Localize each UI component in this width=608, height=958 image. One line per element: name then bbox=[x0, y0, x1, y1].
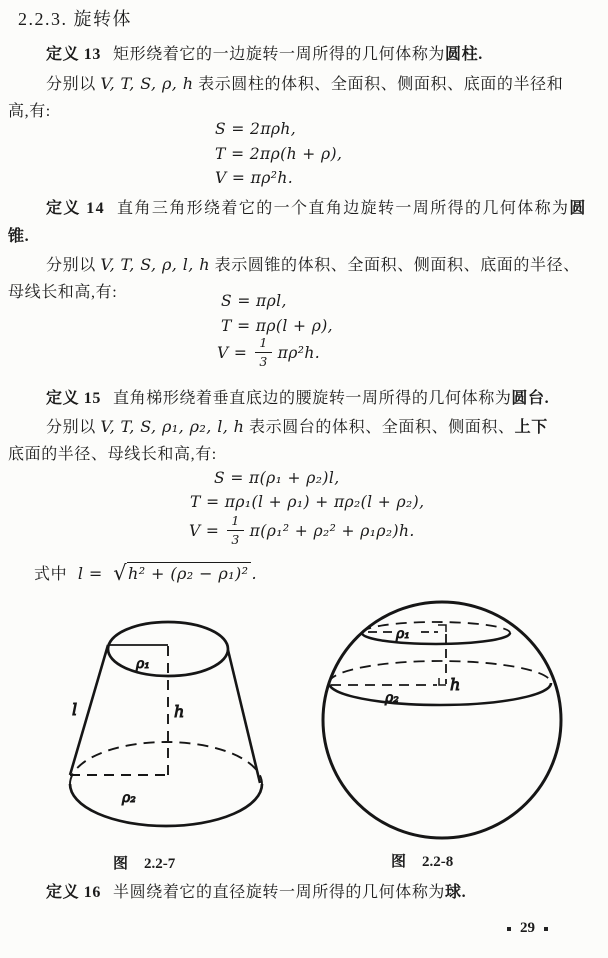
page-number-bullet-right bbox=[544, 927, 548, 931]
frustum-v-lhs: V = bbox=[189, 521, 220, 540]
figures-canvas bbox=[30, 596, 580, 848]
radicand: h² + (ρ₂ − ρ₁)² bbox=[127, 562, 251, 583]
sphere-large-circle-front-arc bbox=[329, 683, 551, 705]
fraction-denominator: 3 bbox=[227, 530, 243, 546]
frustum-slant-label: l bbox=[72, 700, 78, 719]
frustum-right-slant-line bbox=[228, 650, 260, 783]
cylinder-formula-s: S = 2πρh, bbox=[215, 120, 297, 138]
sphere-large-radius-label: ρ₂ bbox=[385, 690, 399, 706]
page-number-bullet-left bbox=[507, 927, 511, 931]
def14-line3-post: 表示圆锥的体积、全面积、侧面积、底面的半径、 bbox=[214, 257, 580, 274]
frustum-bottom-radius-label: ρ₂ bbox=[122, 790, 136, 806]
definition-14-line3 bbox=[46, 255, 580, 276]
def14-line3-variables: V, T, S, ρ, l, h bbox=[100, 255, 210, 274]
cone-formula-t: T = πρ(l + ρ), bbox=[221, 317, 334, 335]
figure-2-caption-number: 2.2-8 bbox=[422, 854, 454, 870]
definition-15-label: 定义 15 bbox=[46, 390, 102, 407]
definition-13-line1 bbox=[46, 45, 483, 65]
slant-note-end: . bbox=[251, 564, 257, 583]
fraction-numerator: 1 bbox=[259, 335, 268, 350]
sphere-small-radius-label: ρ₁ bbox=[396, 626, 410, 642]
frustum-formula-t: T = πρ₁(l + ρ₁) + πρ₂(l + ρ₂), bbox=[190, 493, 425, 511]
sphere-height-label: h bbox=[450, 675, 461, 694]
slant-note-lhs: l = bbox=[77, 564, 103, 583]
definition-14-line1 bbox=[46, 199, 587, 219]
frustum-figure bbox=[70, 622, 262, 826]
figure-2-caption bbox=[391, 850, 453, 871]
definition-13-sentence: 矩形绕着它的一边旋转一周所得的几何体称为 bbox=[113, 46, 446, 63]
frustum-formula-s: S = π(ρ₁ + ρ₂)l, bbox=[214, 469, 340, 487]
def13-line2-variables: V, T, S, ρ, h bbox=[100, 74, 194, 93]
definition-14-label: 定义 14 bbox=[46, 200, 106, 217]
slant-length-note bbox=[34, 562, 257, 585]
sphere-large-circle-back-arc-dashed bbox=[329, 661, 551, 683]
sphere-figure bbox=[323, 602, 561, 838]
figure-1-caption-word: 图 bbox=[113, 856, 129, 872]
figure-2-caption-word: 图 bbox=[391, 854, 407, 870]
sphere-top-right-angle-tick bbox=[438, 625, 446, 632]
definition-16-label: 定义 16 bbox=[46, 884, 102, 901]
page-number bbox=[498, 920, 557, 937]
slant-note-prefix: 式中 bbox=[34, 566, 68, 583]
definition-16-sentence: 半圆绕着它的直径旋转一周所得的几何体称为 bbox=[113, 884, 446, 901]
cone-v-lhs: V = bbox=[217, 343, 248, 362]
definition-15-line2 bbox=[46, 417, 548, 438]
definition-16-term: 球. bbox=[445, 884, 467, 901]
frustum-formula-v bbox=[189, 515, 415, 546]
cone-v-rhs: πρ²h. bbox=[277, 343, 321, 362]
def15-line2-pre: 分别以 bbox=[46, 419, 96, 436]
cylinder-formula-v: V = πρ²h. bbox=[215, 169, 294, 187]
frustum-bottom-front-arc bbox=[70, 784, 262, 826]
sphere-outline bbox=[323, 602, 561, 838]
definition-15-line1 bbox=[46, 389, 549, 409]
def15-line2-post: 表示圆台的体积、全面积、侧面积、 bbox=[249, 419, 515, 436]
definition-15-sentence: 直角梯形绕着垂直底边的腰旋转一周所得的几何体称为 bbox=[113, 390, 512, 407]
frustum-bottom-back-arc-dashed bbox=[70, 742, 262, 784]
definition-13-term: 圆柱. bbox=[445, 46, 483, 63]
fraction-denominator: 3 bbox=[255, 352, 271, 368]
def13-line2-pre: 分别以 bbox=[46, 76, 96, 93]
definition-13-line2 bbox=[46, 74, 563, 95]
fraction-numerator: 1 bbox=[231, 513, 240, 528]
def15-line2-variables: V, T, S, ρ₁, ρ₂, l, h bbox=[100, 417, 245, 436]
definition-14-line4: 母线长和高,有: bbox=[8, 284, 118, 301]
cone-formula-s: S = πρl, bbox=[221, 292, 287, 310]
one-third-fraction bbox=[255, 337, 271, 368]
cylinder-formula-t: T = 2πρ(h + ρ), bbox=[215, 145, 343, 163]
def14-line3-pre: 分别以 bbox=[46, 257, 96, 274]
cone-formula-v bbox=[217, 337, 320, 368]
definition-16-line1 bbox=[46, 883, 466, 903]
frustum-v-rhs: π(ρ₁² + ρ₂² + ρ₁ρ₂)h. bbox=[249, 521, 415, 540]
definition-15-term: 圆台. bbox=[511, 390, 550, 407]
definition-13-line3: 高,有: bbox=[8, 103, 51, 120]
definition-14-term: 圆 bbox=[569, 200, 587, 217]
one-third-fraction bbox=[227, 515, 243, 546]
radical-sign: √ bbox=[113, 561, 128, 585]
def15-line2-bold: 上下 bbox=[514, 419, 548, 436]
page-number-value: 29 bbox=[520, 920, 535, 936]
figure-1-caption bbox=[113, 852, 175, 873]
sphere-small-circle-front-arc bbox=[362, 633, 510, 644]
section-heading: 2.2.3. 旋转体 bbox=[18, 9, 132, 29]
definition-15-line3: 底面的半径、母线长和高,有: bbox=[8, 446, 217, 463]
definition-13-label: 定义 13 bbox=[46, 46, 102, 63]
definition-14-term-continued: 锥. bbox=[8, 228, 30, 245]
figure-1-caption-number: 2.2-7 bbox=[144, 856, 176, 872]
sphere-bottom-right-angle-tick bbox=[439, 678, 446, 685]
frustum-height-label: h bbox=[174, 702, 185, 721]
definition-14-sentence: 直角三角形绕着它的一个直角边旋转一周所得的几何体称为 bbox=[117, 200, 570, 217]
def13-line2-post: 表示圆柱的体积、全面积、侧面积、底面的半径和 bbox=[198, 76, 564, 93]
frustum-top-radius-label: ρ₁ bbox=[136, 656, 150, 672]
